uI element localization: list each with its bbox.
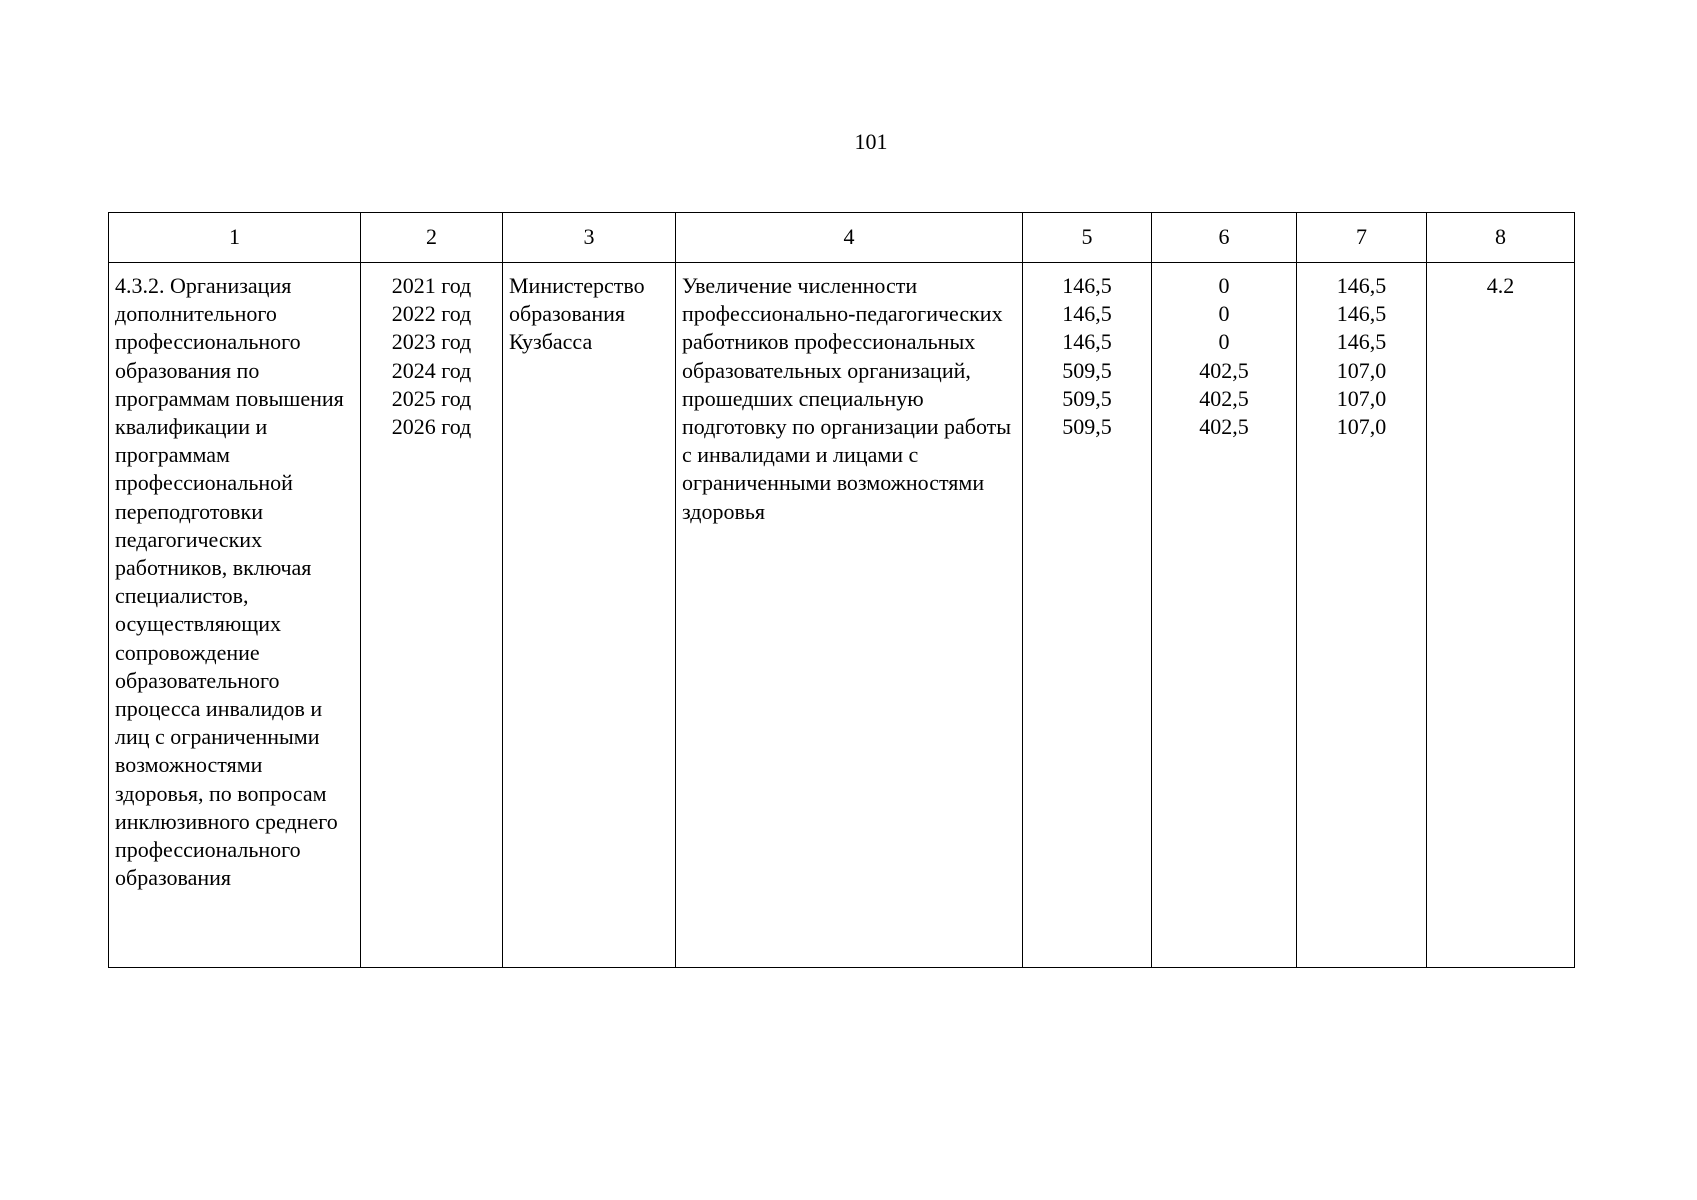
column-header-1: 1 xyxy=(109,213,361,263)
year-item: 2025 год xyxy=(391,385,472,411)
year-item: 2022 год xyxy=(391,301,472,327)
year-item: 2021 год xyxy=(391,273,472,298)
program-table xyxy=(108,212,1575,968)
col8-cell xyxy=(1427,263,1575,968)
value-item: 509,5 xyxy=(1062,385,1112,411)
measure-text: 4.3.2. Организация дополнительного профессионального образования по программам повышения квалификации и программам профессиональной переподготовки педагогических работников, включая специалистов, осуществляющих сопровождение образовательного процесса инвалидов и лиц с ограниченными возможностями здоровья, по вопросам инклюзивного среднего профессионального образования xyxy=(115,273,344,891)
value-item: 509,5 xyxy=(1062,357,1112,383)
col6-cell xyxy=(1152,263,1297,968)
value-item: 107,0 xyxy=(1336,385,1387,411)
column-header-2: 2 xyxy=(361,213,503,263)
executor-cell xyxy=(503,263,676,968)
col5-values xyxy=(1023,272,1151,441)
col5-cell xyxy=(1023,263,1152,968)
year-item: 2026 год xyxy=(391,414,472,440)
table-row xyxy=(109,263,1575,968)
years-list xyxy=(361,272,502,441)
year-item: 2023 год xyxy=(391,329,472,355)
value-item: 402,5 xyxy=(1199,414,1249,440)
executor-text: Министерство образования Кузбасса xyxy=(509,273,645,355)
value-item: 146,5 xyxy=(1336,273,1387,298)
year-item: 2024 год xyxy=(391,357,472,383)
column-header-5: 5 xyxy=(1023,213,1152,263)
col7-values xyxy=(1297,272,1426,441)
result-cell xyxy=(676,263,1023,968)
measure-cell xyxy=(109,263,361,968)
value-item: 146,5 xyxy=(1336,329,1387,355)
value-item: 0 xyxy=(1218,329,1230,355)
result-text: Увеличение численности профессионально-педагогических работников профессиональных образовательных организаций, прошедших специальную подготовку по организации работы с инвалидами и лицами с ограниченными возможностями здоровья xyxy=(682,273,1012,524)
column-header-8: 8 xyxy=(1427,213,1575,263)
value-item: 146,5 xyxy=(1336,301,1387,327)
column-header-6: 6 xyxy=(1152,213,1297,263)
column-header-4: 4 xyxy=(676,213,1023,263)
value-item: 146,5 xyxy=(1062,273,1112,298)
header-row xyxy=(109,213,1575,263)
years-cell xyxy=(361,263,503,968)
value-item: 509,5 xyxy=(1062,414,1112,440)
col8-text: 4.2 xyxy=(1486,273,1515,298)
page-number: 101 xyxy=(854,129,888,154)
value-item: 146,5 xyxy=(1062,329,1112,355)
value-item: 0 xyxy=(1218,273,1230,298)
column-header-7: 7 xyxy=(1297,213,1427,263)
value-item: 146,5 xyxy=(1062,301,1112,327)
column-header-3: 3 xyxy=(503,213,676,263)
col7-cell xyxy=(1297,263,1427,968)
value-item: 107,0 xyxy=(1336,357,1387,383)
value-item: 402,5 xyxy=(1199,385,1249,411)
value-item: 107,0 xyxy=(1336,414,1387,440)
value-item: 0 xyxy=(1218,301,1230,327)
value-item: 402,5 xyxy=(1199,357,1249,383)
col6-values xyxy=(1152,272,1296,441)
